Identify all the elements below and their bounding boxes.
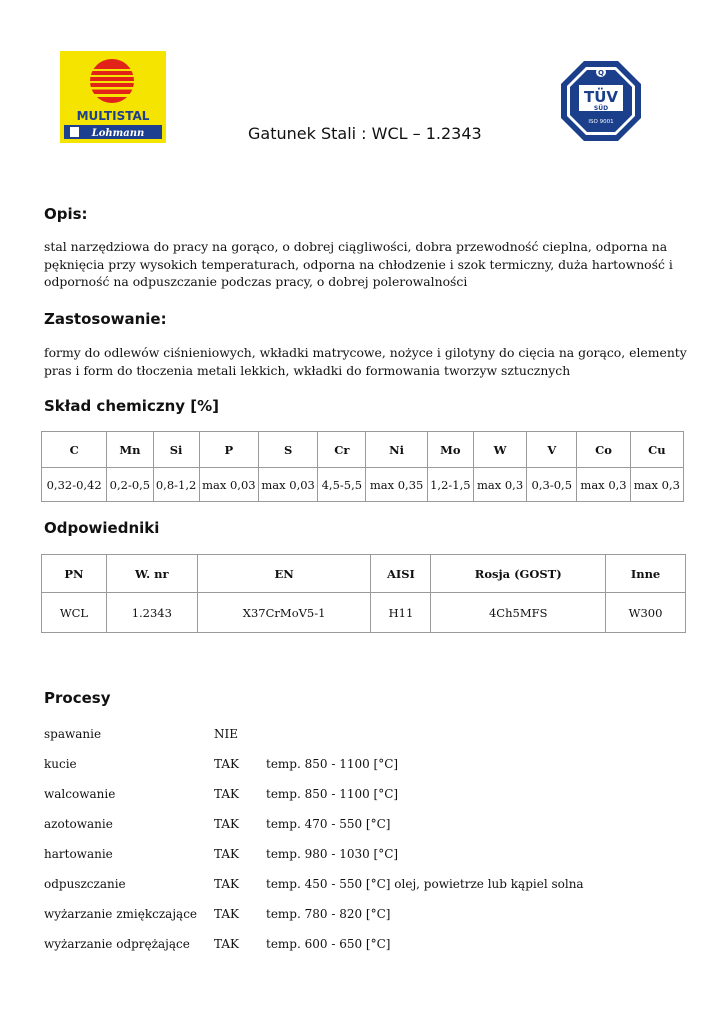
chemical-header-cell: P [199, 432, 258, 468]
procesy-heading: Procesy [44, 689, 111, 707]
chemical-value-cell: max 0,35 [366, 468, 427, 502]
chemical-header-row [42, 432, 684, 468]
tuv-sud-logo [561, 61, 641, 141]
process-row [44, 757, 644, 775]
equivalents-value-cell: W300 [606, 593, 686, 633]
zastosowanie-text: formy do odlewów ciśnieniowych, wkładki matrycowe, nożyce i gilotyny do cięcia na gorąco, elementy pras i form do tłoczenia metali lekkich, wkładki do formowania tworzyw sztucznych [44, 345, 687, 378]
chemical-header-cell: Mo [427, 432, 473, 468]
chemical-header-cell: C [42, 432, 107, 468]
chemical-value-cell: 0,8-1,2 [153, 468, 199, 502]
equivalents-table [41, 554, 686, 633]
chemical-header-cell: Cu [630, 432, 683, 468]
process-value: TAK [214, 937, 239, 951]
chemical-value-row [42, 468, 684, 502]
process-row [44, 787, 644, 805]
sud-label: SÜD [593, 105, 609, 112]
process-value: TAK [214, 787, 239, 801]
process-name: wyżarzanie zmiękczające [44, 907, 198, 921]
process-row [44, 817, 644, 835]
process-temp: temp. 980 - 1030 [°C] [266, 847, 399, 861]
iso-label: ISO 9001 [588, 119, 614, 125]
process-value: TAK [214, 757, 239, 771]
process-temp: temp. 780 - 820 [°C] [266, 907, 391, 921]
chemical-value-cell: 0,3-0,5 [527, 468, 577, 502]
chemical-value-cell: 1,2-1,5 [427, 468, 473, 502]
equivalents-header-cell: Inne [606, 555, 686, 593]
process-name: kucie [44, 757, 77, 771]
tuv-q-label: Q [598, 69, 604, 77]
page-title: Gatunek Stali : WCL – 1.2343 [248, 124, 482, 143]
equivalents-header-cell: Rosja (GOST) [431, 555, 606, 593]
equivalents-header-cell: W. nr [106, 555, 197, 593]
equivalents-value-row [42, 593, 686, 633]
zastosowanie-heading: Zastosowanie: [44, 310, 167, 328]
chemical-header-cell: Co [577, 432, 630, 468]
opis-heading: Opis: [44, 205, 88, 223]
chemical-header-cell: S [258, 432, 317, 468]
process-row [44, 847, 644, 865]
equivalents-value-cell: H11 [371, 593, 431, 633]
process-row [44, 937, 644, 955]
process-value: TAK [214, 847, 239, 861]
process-temp: temp. 470 - 550 [°C] [266, 817, 391, 831]
process-row [44, 907, 644, 925]
tuv-label: TÜV [583, 88, 619, 106]
process-value: TAK [214, 907, 239, 921]
chemical-value-cell: max 0,3 [577, 468, 630, 502]
equivalents-header-cell: AISI [371, 555, 431, 593]
chemical-header-cell: Cr [318, 432, 366, 468]
process-temp: temp. 600 - 650 [°C] [266, 937, 391, 951]
process-row [44, 727, 644, 745]
chemical-header-cell: W [473, 432, 526, 468]
equivalents-header-cell: PN [42, 555, 107, 593]
chemical-header-cell: Mn [107, 432, 153, 468]
equivalents-value-cell: WCL [42, 593, 107, 633]
sklad-heading: Skład chemiczny [%] [44, 397, 219, 415]
multistal-logo [60, 51, 166, 143]
equivalents-header-cell: EN [197, 555, 371, 593]
chemical-value-cell: max 0,03 [199, 468, 258, 502]
chemical-value-cell: 0,32-0,42 [42, 468, 107, 502]
process-name: wyżarzanie odprężające [44, 937, 190, 951]
opis-text: stal narzędziowa do pracy na gorąco, o dobrej ciągliwości, dobra przewodność cieplna, odporna na pęknięcia przy wysokich temperaturach, odporna na chłodzenie i szok termiczny, duża hartowność i odporność na odpuszczanie podczas pracy, o dobrej polerowalności [44, 239, 673, 289]
chemical-header-cell: Ni [366, 432, 427, 468]
chemical-value-cell: 4,5-5,5 [318, 468, 366, 502]
chemical-composition-table [41, 431, 684, 502]
chemical-value-cell: max 0,3 [630, 468, 683, 502]
process-name: hartowanie [44, 847, 113, 861]
process-value: NIE [214, 727, 238, 741]
process-name: odpuszczanie [44, 877, 126, 891]
equivalents-header-row [42, 555, 686, 593]
chemical-value-cell: max 0,3 [473, 468, 526, 502]
equivalents-value-cell: 4Ch5MFS [431, 593, 606, 633]
odpowiedniki-heading: Odpowiedniki [44, 519, 160, 537]
chemical-value-cell: max 0,03 [258, 468, 317, 502]
equivalents-value-cell: 1.2343 [106, 593, 197, 633]
process-name: azotowanie [44, 817, 113, 831]
multistal-logo-lohmann: Lohmann [91, 128, 145, 139]
process-name: walcowanie [44, 787, 116, 801]
process-name: spawanie [44, 727, 102, 741]
process-temp: temp. 850 - 1100 [°C] [266, 757, 399, 771]
process-temp: temp. 850 - 1100 [°C] [266, 787, 399, 801]
chemical-header-cell: V [527, 432, 577, 468]
process-temp: temp. 450 - 550 [°C] olej, powietrze lub kąpiel solna [266, 877, 584, 891]
multistal-logo-name: MULTISTAL [76, 109, 150, 123]
process-value: TAK [214, 877, 239, 891]
chemical-value-cell: 0,2-0,5 [107, 468, 153, 502]
equivalents-value-cell: X37CrMoV5-1 [197, 593, 371, 633]
process-row [44, 877, 644, 895]
chemical-header-cell: Si [153, 432, 199, 468]
process-value: TAK [214, 817, 239, 831]
